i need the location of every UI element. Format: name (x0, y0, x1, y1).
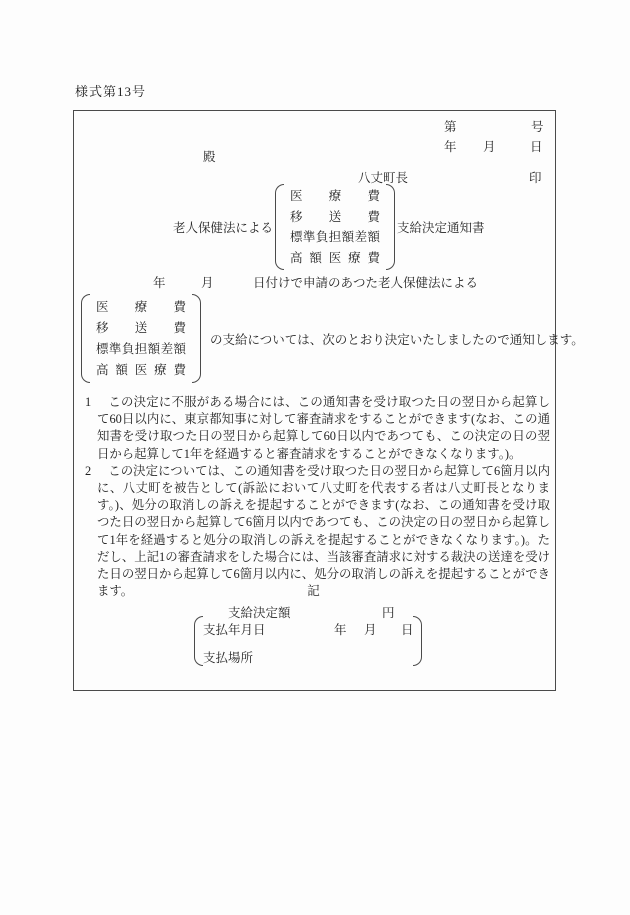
application-month-label: 月 (201, 276, 214, 290)
bracket-left (81, 294, 90, 383)
paragraph-2-text: この決定については、この通知書を受け取つた日の翌日から起算して6箇月以内に、八丈町を被告として(訴訟において八丈町を代表する者は八丈町長となります。)、処分の取消しの訴えを提起することができます(なお、この通知書を受け取つた日の翌日から起算して6箇月以内であつても、この決定の日の翌日から起算して1年を経過すると処分の取消しの訴えを提起することができなくなります。)。ただし、上記1の審査請求をした場合には、当該審査請求に対する裁決の送達を受けた日の翌日から起算して6箇月以内に、処分の取消しの訴えを提起することができます。 (97, 463, 550, 599)
payment-details (203, 616, 413, 666)
application-year-label: 年 (153, 276, 166, 290)
doc-number-prefix: 第 (444, 120, 457, 134)
expense-list (284, 184, 386, 270)
expense-item-transport: 移送費 (290, 209, 381, 224)
issuer-name: 八丈町長 (358, 171, 409, 185)
bracket-left (194, 616, 203, 666)
paragraph-2-number: 2 (85, 463, 92, 478)
addressee-suffix: 殿 (203, 150, 216, 164)
paragraph-1 (85, 394, 550, 463)
seal-mark: 印 (529, 171, 542, 185)
expense-bracket-group-2 (81, 294, 201, 383)
application-line-text: 日付けで申請のあつた老人保健法による (253, 276, 479, 290)
doc-number-suffix: 号 (531, 120, 544, 134)
expense-item-copay-diff: 標準負担額差額 (96, 342, 186, 357)
title-suffix: 支給決定通知書 (397, 221, 485, 235)
issue-date-month: 月 (483, 140, 496, 154)
expense-item-medical: 医療費 (96, 299, 186, 314)
expense-item-high-cost: 高額医療費 (290, 250, 381, 265)
payment-place-label: 支払場所 (203, 651, 254, 665)
bracket-right (192, 294, 201, 383)
expense-item-copay-diff: 標準負担額差額 (290, 230, 381, 245)
document-title (171, 184, 487, 270)
paragraph-1-text: この決定に不服がある場合には、この通知書を受け取つた日の翌日から起算して60日以内に、東京都知事に対して審査請求をすることができます(なお、この通知書を受け取つた日の翌日から起算して60日以内であつても、この決定の日の翌日から起算して1年を経過すると審査請求をすることができなくなります。)。 (97, 395, 550, 461)
ki-heading: 記 (307, 584, 322, 598)
payment-bracket-group (194, 616, 422, 666)
amount-label: 支給決定額 (228, 606, 291, 620)
benefit-statement-group (81, 294, 584, 383)
bracket-right (413, 616, 422, 666)
paragraph-1-number: 1 (85, 395, 92, 409)
paragraph-2 (85, 463, 550, 601)
expense-item-transport: 移送費 (96, 320, 186, 335)
title-prefix: 老人保健法による (173, 221, 274, 235)
document-border-box (73, 110, 584, 691)
issue-date-day: 日 (530, 140, 543, 154)
benefit-line-text: の支給については、次のとおり決定いたしましたので通知します。 (210, 332, 584, 347)
expense-item-medical: 医療費 (290, 189, 381, 204)
bracket-right (386, 184, 395, 270)
expense-item-high-cost: 高額医療費 (96, 363, 186, 378)
issue-date-year: 年 (444, 140, 457, 154)
payment-month-label: 月 (364, 623, 377, 637)
payment-year-label: 年 (334, 623, 347, 637)
payment-date-label: 支払年月日 (203, 623, 266, 637)
payment-day-label: 日 (401, 623, 414, 637)
expense-list-2 (90, 294, 192, 383)
amount-unit-label: 円 (382, 606, 395, 620)
form-number-label: 様式第13号 (75, 84, 147, 99)
bracket-left (275, 184, 284, 270)
expense-bracket-group (275, 184, 395, 270)
appeal-instructions (85, 394, 550, 600)
